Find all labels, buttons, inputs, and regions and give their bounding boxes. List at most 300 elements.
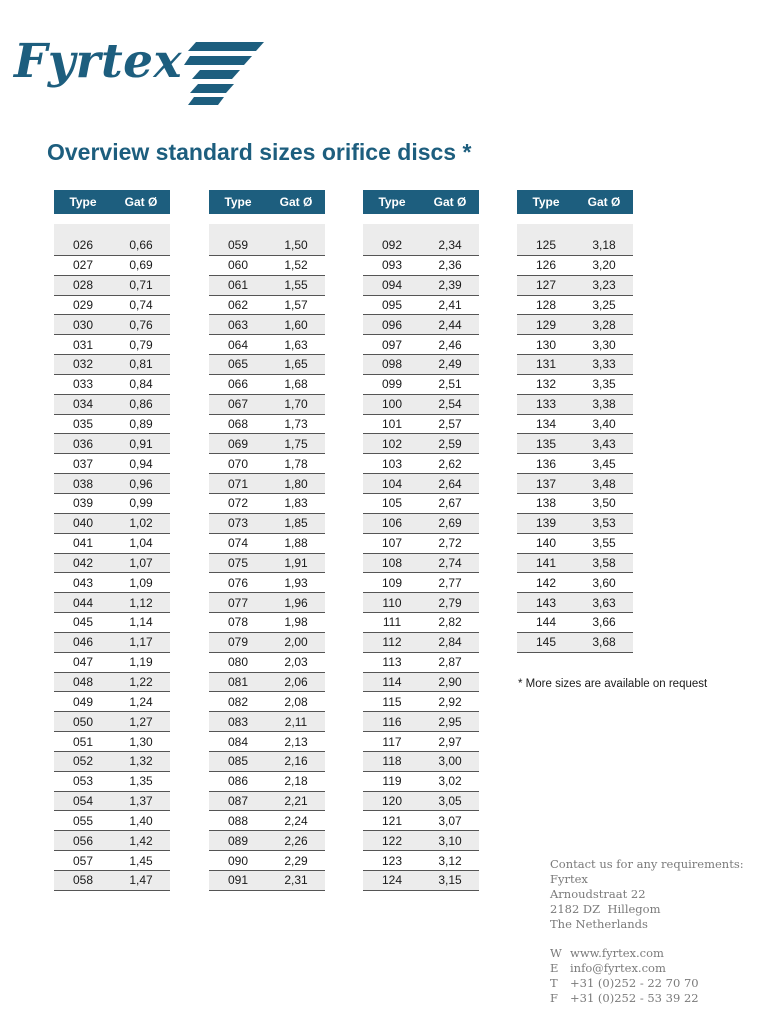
table-row bbox=[517, 593, 633, 613]
hole-diameter-cell: 1,09 bbox=[112, 573, 170, 593]
table-row bbox=[54, 652, 170, 672]
table-row bbox=[54, 771, 170, 791]
table-row bbox=[517, 236, 633, 255]
email-label: E bbox=[550, 961, 559, 975]
table-row bbox=[517, 434, 633, 454]
hole-diameter-cell: 1,88 bbox=[267, 533, 325, 553]
type-cell: 119 bbox=[363, 771, 421, 791]
type-cell: 087 bbox=[209, 791, 267, 811]
type-cell: 134 bbox=[517, 414, 575, 434]
hole-diameter-cell: 3,18 bbox=[575, 236, 633, 255]
hole-diameter-cell: 2,72 bbox=[421, 533, 479, 553]
hole-diameter-cell: 1,42 bbox=[112, 831, 170, 851]
type-cell: 067 bbox=[209, 394, 267, 414]
table-row bbox=[363, 275, 479, 295]
hole-diameter-cell: 2,24 bbox=[267, 811, 325, 831]
type-cell: 041 bbox=[54, 533, 112, 553]
hole-diameter-cell: 3,02 bbox=[421, 771, 479, 791]
hole-diameter-cell: 0,71 bbox=[112, 275, 170, 295]
table-row bbox=[209, 474, 325, 494]
contact-heading: Contact us for any requirements: bbox=[550, 857, 744, 871]
type-cell: 145 bbox=[517, 632, 575, 652]
table-row bbox=[363, 791, 479, 811]
table-spacer bbox=[517, 214, 633, 224]
type-cell: 137 bbox=[517, 474, 575, 494]
contact-gap bbox=[550, 932, 744, 946]
table-top-band bbox=[209, 224, 325, 236]
hole-diameter-cell: 3,68 bbox=[575, 632, 633, 652]
table-row bbox=[54, 335, 170, 355]
table-row bbox=[209, 236, 325, 255]
table-row bbox=[209, 394, 325, 414]
hole-diameter-cell: 2,00 bbox=[267, 632, 325, 652]
hole-diameter-cell: 1,45 bbox=[112, 851, 170, 871]
hole-diameter-cell: 0,66 bbox=[112, 236, 170, 255]
type-cell: 035 bbox=[54, 414, 112, 434]
page-title: Overview standard sizes orifice discs * bbox=[47, 139, 472, 165]
contact-email bbox=[550, 961, 744, 976]
hole-diameter-cell: 1,07 bbox=[112, 553, 170, 573]
table-row bbox=[363, 513, 479, 533]
hole-diameter-cell: 3,30 bbox=[575, 335, 633, 355]
hole-diameter-cell: 2,34 bbox=[421, 236, 479, 255]
type-cell: 144 bbox=[517, 613, 575, 633]
table-row bbox=[209, 871, 325, 891]
hole-diameter-cell: 1,30 bbox=[112, 732, 170, 752]
table-row bbox=[54, 533, 170, 553]
table-row bbox=[209, 613, 325, 633]
hole-diameter-cell: 0,91 bbox=[112, 434, 170, 454]
type-cell: 042 bbox=[54, 553, 112, 573]
hole-diameter-cell: 2,11 bbox=[267, 712, 325, 732]
table-row bbox=[209, 573, 325, 593]
hole-diameter-cell: 3,66 bbox=[575, 613, 633, 633]
type-cell: 098 bbox=[363, 355, 421, 375]
hole-diameter-cell: 3,15 bbox=[421, 871, 479, 891]
table-row bbox=[517, 573, 633, 593]
table-row bbox=[54, 275, 170, 295]
hole-diameter-cell: 1,80 bbox=[267, 474, 325, 494]
type-cell: 103 bbox=[363, 454, 421, 474]
table-row bbox=[363, 712, 479, 732]
brand-logo bbox=[14, 34, 254, 110]
phone-number: +31 (0)252 - 22 70 70 bbox=[570, 976, 699, 990]
table-row bbox=[209, 851, 325, 871]
table-row bbox=[363, 811, 479, 831]
contact-city: 2182 DZ Hillegom bbox=[550, 902, 661, 916]
table-row bbox=[54, 374, 170, 394]
table-row bbox=[209, 632, 325, 652]
table-row bbox=[209, 295, 325, 315]
hole-diameter-cell: 2,59 bbox=[421, 434, 479, 454]
hole-diameter-cell: 3,40 bbox=[575, 414, 633, 434]
type-cell: 105 bbox=[363, 493, 421, 513]
contact-phone bbox=[550, 976, 744, 991]
table-row bbox=[517, 295, 633, 315]
web-label: W bbox=[550, 946, 562, 960]
table-row bbox=[517, 613, 633, 633]
type-cell: 084 bbox=[209, 732, 267, 752]
hole-diameter-cell: 1,65 bbox=[267, 355, 325, 375]
hole-diameter-cell: 1,55 bbox=[267, 275, 325, 295]
hole-diameter-cell: 3,25 bbox=[575, 295, 633, 315]
hole-diameter-cell: 2,18 bbox=[267, 771, 325, 791]
hole-diameter-cell: 1,27 bbox=[112, 712, 170, 732]
table-row bbox=[54, 236, 170, 255]
table-row bbox=[517, 315, 633, 335]
table-row bbox=[363, 573, 479, 593]
type-cell: 143 bbox=[517, 593, 575, 613]
type-cell: 081 bbox=[209, 672, 267, 692]
hole-diameter-cell: 2,26 bbox=[267, 831, 325, 851]
table-row bbox=[363, 751, 479, 771]
hole-diameter-cell: 2,46 bbox=[421, 335, 479, 355]
table-row bbox=[54, 553, 170, 573]
table-row bbox=[54, 394, 170, 414]
hole-diameter-cell: 2,79 bbox=[421, 593, 479, 613]
table-row bbox=[209, 315, 325, 335]
type-cell: 051 bbox=[54, 732, 112, 752]
type-cell: 124 bbox=[363, 871, 421, 891]
table-row bbox=[363, 236, 479, 255]
table-row bbox=[363, 315, 479, 335]
hole-diameter-cell: 1,60 bbox=[267, 315, 325, 335]
hole-diameter-cell: 2,90 bbox=[421, 672, 479, 692]
table-row bbox=[209, 593, 325, 613]
type-cell: 094 bbox=[363, 275, 421, 295]
type-cell: 110 bbox=[363, 593, 421, 613]
type-cell: 104 bbox=[363, 474, 421, 494]
type-cell: 107 bbox=[363, 533, 421, 553]
table-header-row bbox=[209, 190, 325, 214]
type-cell: 133 bbox=[517, 394, 575, 414]
type-cell: 096 bbox=[363, 315, 421, 335]
table-row bbox=[54, 573, 170, 593]
type-cell: 135 bbox=[517, 434, 575, 454]
table-header-row bbox=[517, 190, 633, 214]
table-row bbox=[517, 454, 633, 474]
table-row bbox=[517, 533, 633, 553]
hole-diameter-cell: 0,69 bbox=[112, 255, 170, 275]
type-cell: 095 bbox=[363, 295, 421, 315]
table-row bbox=[209, 513, 325, 533]
table-row bbox=[363, 613, 479, 633]
type-cell: 121 bbox=[363, 811, 421, 831]
table-row bbox=[54, 493, 170, 513]
contact-street: Arnoudstraat 22 bbox=[550, 887, 646, 901]
hole-diameter-cell: 1,57 bbox=[267, 295, 325, 315]
type-cell: 063 bbox=[209, 315, 267, 335]
type-cell: 045 bbox=[54, 613, 112, 633]
table-row bbox=[363, 672, 479, 692]
type-cell: 064 bbox=[209, 335, 267, 355]
contact-country: The Netherlands bbox=[550, 917, 648, 931]
hole-diameter-cell: 0,76 bbox=[112, 315, 170, 335]
type-cell: 077 bbox=[209, 593, 267, 613]
table-row bbox=[54, 871, 170, 891]
type-cell: 056 bbox=[54, 831, 112, 851]
hole-diameter-cell: 2,31 bbox=[267, 871, 325, 891]
type-cell: 079 bbox=[209, 632, 267, 652]
hole-diameter-cell: 3,60 bbox=[575, 573, 633, 593]
type-cell: 026 bbox=[54, 236, 112, 255]
hole-diameter-cell: 0,86 bbox=[112, 394, 170, 414]
table-row bbox=[209, 831, 325, 851]
type-cell: 046 bbox=[54, 632, 112, 652]
hole-diameter-cell: 1,12 bbox=[112, 593, 170, 613]
type-cell: 093 bbox=[363, 255, 421, 275]
type-cell: 092 bbox=[363, 236, 421, 255]
table-top-band bbox=[363, 224, 479, 236]
size-table-4 bbox=[517, 190, 633, 653]
type-cell: 112 bbox=[363, 632, 421, 652]
type-cell: 127 bbox=[517, 275, 575, 295]
hole-diameter-cell: 0,79 bbox=[112, 335, 170, 355]
table-row bbox=[363, 632, 479, 652]
table-row bbox=[54, 732, 170, 752]
type-cell: 118 bbox=[363, 751, 421, 771]
type-cell: 036 bbox=[54, 434, 112, 454]
type-cell: 115 bbox=[363, 692, 421, 712]
contact-fax bbox=[550, 991, 744, 1006]
hole-diameter-cell: 0,74 bbox=[112, 295, 170, 315]
type-cell: 034 bbox=[54, 394, 112, 414]
fax-number: +31 (0)252 - 53 39 22 bbox=[570, 991, 699, 1005]
type-cell: 080 bbox=[209, 652, 267, 672]
table-row bbox=[517, 632, 633, 652]
type-cell: 123 bbox=[363, 851, 421, 871]
table-row bbox=[363, 692, 479, 712]
table-row bbox=[209, 335, 325, 355]
type-cell: 075 bbox=[209, 553, 267, 573]
hole-diameter-cell: 2,36 bbox=[421, 255, 479, 275]
type-cell: 043 bbox=[54, 573, 112, 593]
hole-diameter-cell: 2,97 bbox=[421, 732, 479, 752]
table-row bbox=[209, 255, 325, 275]
table-row bbox=[363, 652, 479, 672]
column-header-hole: Gat Ø bbox=[267, 190, 325, 214]
type-cell: 099 bbox=[363, 374, 421, 394]
table-row bbox=[363, 732, 479, 752]
fax-label: F bbox=[550, 991, 558, 1005]
type-cell: 101 bbox=[363, 414, 421, 434]
contact-web bbox=[550, 946, 744, 961]
hole-diameter-cell: 2,57 bbox=[421, 414, 479, 434]
logo-stripes-icon bbox=[184, 42, 264, 106]
table-row bbox=[363, 414, 479, 434]
hole-diameter-cell: 0,84 bbox=[112, 374, 170, 394]
type-cell: 108 bbox=[363, 553, 421, 573]
table-row bbox=[54, 632, 170, 652]
table-row bbox=[517, 335, 633, 355]
table-row bbox=[209, 692, 325, 712]
type-cell: 129 bbox=[517, 315, 575, 335]
hole-diameter-cell: 1,73 bbox=[267, 414, 325, 434]
hole-diameter-cell: 2,92 bbox=[421, 692, 479, 712]
type-cell: 065 bbox=[209, 355, 267, 375]
type-cell: 100 bbox=[363, 394, 421, 414]
table-row bbox=[363, 493, 479, 513]
table-row bbox=[517, 474, 633, 494]
hole-diameter-cell: 3,07 bbox=[421, 811, 479, 831]
table-header-row bbox=[54, 190, 170, 214]
hole-diameter-cell: 1,63 bbox=[267, 335, 325, 355]
size-table-3 bbox=[363, 190, 479, 891]
type-cell: 089 bbox=[209, 831, 267, 851]
brand-name: Fyrtex bbox=[14, 34, 183, 89]
table-row bbox=[363, 474, 479, 494]
hole-diameter-cell: 3,58 bbox=[575, 553, 633, 573]
type-cell: 061 bbox=[209, 275, 267, 295]
hole-diameter-cell: 1,04 bbox=[112, 533, 170, 553]
type-cell: 116 bbox=[363, 712, 421, 732]
column-header-type: Type bbox=[54, 190, 112, 214]
footnote: * More sizes are available on request bbox=[518, 678, 708, 690]
hole-diameter-cell: 1,75 bbox=[267, 434, 325, 454]
type-cell: 102 bbox=[363, 434, 421, 454]
table-row bbox=[54, 692, 170, 712]
hole-diameter-cell: 3,12 bbox=[421, 851, 479, 871]
contact-company: Fyrtex bbox=[550, 872, 588, 886]
type-cell: 114 bbox=[363, 672, 421, 692]
type-cell: 142 bbox=[517, 573, 575, 593]
table-row bbox=[54, 434, 170, 454]
hole-diameter-cell: 2,49 bbox=[421, 355, 479, 375]
table-row bbox=[517, 374, 633, 394]
hole-diameter-cell: 1,14 bbox=[112, 613, 170, 633]
type-cell: 044 bbox=[54, 593, 112, 613]
table-row bbox=[517, 414, 633, 434]
table-row bbox=[363, 454, 479, 474]
hole-diameter-cell: 2,67 bbox=[421, 493, 479, 513]
hole-diameter-cell: 2,51 bbox=[421, 374, 479, 394]
type-cell: 032 bbox=[54, 355, 112, 375]
table-row bbox=[54, 355, 170, 375]
table-row bbox=[517, 553, 633, 573]
column-header-type: Type bbox=[517, 190, 575, 214]
type-cell: 128 bbox=[517, 295, 575, 315]
web-link[interactable]: www.fyrtex.com bbox=[570, 946, 664, 960]
hole-diameter-cell: 2,03 bbox=[267, 652, 325, 672]
type-cell: 048 bbox=[54, 672, 112, 692]
type-cell: 053 bbox=[54, 771, 112, 791]
hole-diameter-cell: 3,05 bbox=[421, 791, 479, 811]
type-cell: 140 bbox=[517, 533, 575, 553]
type-cell: 122 bbox=[363, 831, 421, 851]
table-row bbox=[54, 791, 170, 811]
hole-diameter-cell: 1,40 bbox=[112, 811, 170, 831]
type-cell: 054 bbox=[54, 791, 112, 811]
table-spacer bbox=[363, 214, 479, 224]
table-row bbox=[209, 751, 325, 771]
type-cell: 031 bbox=[54, 335, 112, 355]
type-cell: 139 bbox=[517, 513, 575, 533]
table-row bbox=[54, 513, 170, 533]
hole-diameter-cell: 3,20 bbox=[575, 255, 633, 275]
table-row bbox=[517, 255, 633, 275]
hole-diameter-cell: 2,29 bbox=[267, 851, 325, 871]
hole-diameter-cell: 1,47 bbox=[112, 871, 170, 891]
type-cell: 073 bbox=[209, 513, 267, 533]
table-row bbox=[54, 851, 170, 871]
table-row bbox=[54, 474, 170, 494]
email-link[interactable]: info@fyrtex.com bbox=[570, 961, 666, 975]
type-cell: 059 bbox=[209, 236, 267, 255]
table-row bbox=[209, 791, 325, 811]
hole-diameter-cell: 1,32 bbox=[112, 751, 170, 771]
hole-diameter-cell: 3,33 bbox=[575, 355, 633, 375]
hole-diameter-cell: 1,98 bbox=[267, 613, 325, 633]
hole-diameter-cell: 3,45 bbox=[575, 454, 633, 474]
type-cell: 109 bbox=[363, 573, 421, 593]
table-row bbox=[363, 355, 479, 375]
table-row bbox=[363, 871, 479, 891]
type-cell: 111 bbox=[363, 613, 421, 633]
hole-diameter-cell: 1,96 bbox=[267, 593, 325, 613]
table-row bbox=[209, 414, 325, 434]
hole-diameter-cell: 1,50 bbox=[267, 236, 325, 255]
table-row bbox=[209, 493, 325, 513]
table-row bbox=[363, 533, 479, 553]
type-cell: 068 bbox=[209, 414, 267, 434]
type-cell: 141 bbox=[517, 553, 575, 573]
hole-diameter-cell: 2,84 bbox=[421, 632, 479, 652]
hole-diameter-cell: 3,55 bbox=[575, 533, 633, 553]
hole-diameter-cell: 0,96 bbox=[112, 474, 170, 494]
table-row bbox=[363, 593, 479, 613]
hole-diameter-cell: 0,94 bbox=[112, 454, 170, 474]
type-cell: 062 bbox=[209, 295, 267, 315]
hole-diameter-cell: 1,17 bbox=[112, 632, 170, 652]
hole-diameter-cell: 2,21 bbox=[267, 791, 325, 811]
hole-diameter-cell: 2,95 bbox=[421, 712, 479, 732]
table-top-band bbox=[517, 224, 633, 236]
hole-diameter-cell: 0,81 bbox=[112, 355, 170, 375]
type-cell: 090 bbox=[209, 851, 267, 871]
hole-diameter-cell: 2,82 bbox=[421, 613, 479, 633]
table-row bbox=[54, 454, 170, 474]
table-row bbox=[517, 493, 633, 513]
table-row bbox=[517, 275, 633, 295]
type-cell: 072 bbox=[209, 493, 267, 513]
hole-diameter-cell: 1,52 bbox=[267, 255, 325, 275]
type-cell: 029 bbox=[54, 295, 112, 315]
hole-diameter-cell: 3,63 bbox=[575, 593, 633, 613]
type-cell: 097 bbox=[363, 335, 421, 355]
table-spacer bbox=[209, 214, 325, 224]
table-row bbox=[54, 255, 170, 275]
type-cell: 085 bbox=[209, 751, 267, 771]
hole-diameter-cell: 2,87 bbox=[421, 652, 479, 672]
table-row bbox=[363, 374, 479, 394]
table-row bbox=[209, 672, 325, 692]
hole-diameter-cell: 3,38 bbox=[575, 394, 633, 414]
table-row bbox=[54, 315, 170, 335]
table-row bbox=[209, 434, 325, 454]
type-cell: 047 bbox=[54, 652, 112, 672]
type-cell: 074 bbox=[209, 533, 267, 553]
phone-label: T bbox=[550, 976, 558, 990]
type-cell: 091 bbox=[209, 871, 267, 891]
hole-diameter-cell: 0,89 bbox=[112, 414, 170, 434]
hole-diameter-cell: 1,83 bbox=[267, 493, 325, 513]
hole-diameter-cell: 2,54 bbox=[421, 394, 479, 414]
hole-diameter-cell: 2,44 bbox=[421, 315, 479, 335]
hole-diameter-cell: 1,19 bbox=[112, 652, 170, 672]
type-cell: 050 bbox=[54, 712, 112, 732]
column-header-hole: Gat Ø bbox=[421, 190, 479, 214]
type-cell: 136 bbox=[517, 454, 575, 474]
